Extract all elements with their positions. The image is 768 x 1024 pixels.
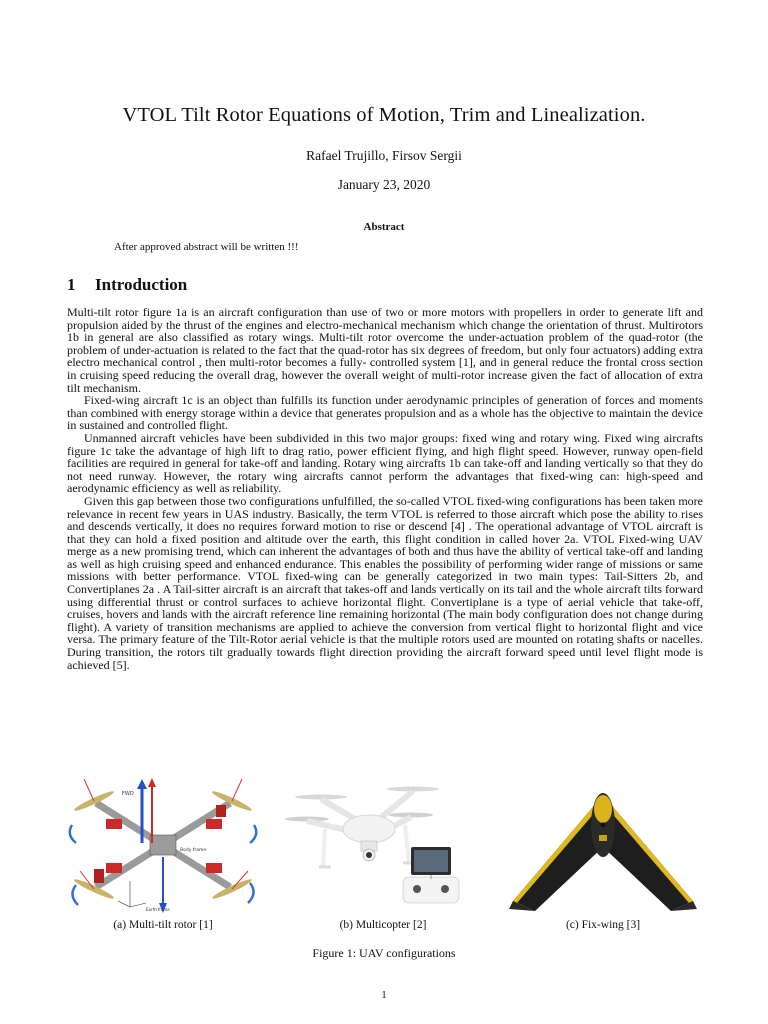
paragraph: Fixed-wing aircraft 1c is an object than fulfills its function under aerodynamic principles of generation of forces and moments than combined with energy storage within a device that generates propulsion and as a whole has the objective to maintain the device in sustained and controlled flight. (67, 393, 703, 433)
fwd-label: FWD (122, 791, 134, 797)
paragraph: Multi-tilt rotor figure 1a is an aircraft configuration than use of two or more motors with propellers in order to generate lift and propulsion aided by the thrust of the engines and electro-mechanical mechanism which change the orientation of thrust. Multirotors 1b in general are also classified as rotary wings. Multi-tilt rotor overcome the under-actuation problem of the quad-rotor (the problem of under-actuation is related to the fact that the quad-rotor has six degrees of freedom, but only four actuators) adding extra electro mechanical control , then multi-rotor becomes a fully- controlled system [1], and in general reduce the frontal cross section in cruising speed reducing the overall drag, however the overall weight of multi-rotor increase given the fact of allocation of extra tilt mechanism. (67, 305, 703, 395)
abstract-text: After approved abstract will be written !!! (114, 241, 299, 253)
abstract-heading: Abstract (363, 221, 405, 233)
paper-date: January 23, 2020 (337, 177, 431, 192)
figure-fix-wing (505, 775, 701, 915)
paragraph: Given this gap between those two configurations unfulfilled, the so-called VTOL fixed-wing configurations has been taken more relevance in recent few years in UAS industry. Basically, the term VTOL is referred to those aircraft which pose the ability to rises and descends vertically, it does no requires forward motion to rise or descend [4] . The operational advantage of VTOL aircraft is that they can hold a fixed position and altitude over the earth, this flight condition in called hover 2a. VTOL Fixed-wing UAV merge as a new promising trend, which can inherent the advantages of both and thus have the ability of vertical take-off and landing as well as high cruising speed and enhanced endurance. This enables the possibility of performing wider range of missions or same missions with better performance. VTOL fixed-wing can be generally categorized in two main types: Tail-Sitters 2b, and Convertiplanes 2a . A Tail-sitter aircraft is an aircraft that takes-off and lands vertically on its tail and the whole aircraft tilts forward using differential thrust or control surfaces to achieve horizontal flight. Convertiplane is a type of aerial vehicle that take-off, cruises, hovers and lands with the aircraft reference line remaining horizontal (The main body configuration does not change during flight). A variety of transition mechanisms are applied to achieve the conversion from vertical flight to horizontal flight and vice versa. The primary feature of the Tilt-Rotor aerial vehicle is that the multiple rotors used are mounted on rotating shafts or nacelles. During transition, the rotors tilt gradually towards flight direction providing the aircraft forward speed until level flight mode is achieved [5]. (67, 493, 703, 672)
subcaption-c: (c) Fix-wing [3] (565, 919, 641, 931)
earth-frame-label: Earth frame (146, 907, 170, 912)
figure-multicopter (285, 775, 481, 915)
section-title: Introduction (95, 275, 188, 294)
multicopter-image (285, 775, 481, 915)
paragraph: Unmanned aircraft vehicles have been subdivided in this two major groups: fixed wing and rotary wing. Fixed wing aircrafts figure 1c take the advantage of high lift to drag ratio, power efficient flying, and high flight speed. However, runway open-field facilities are required in general for take-off and landing. Rotary wing aircrafts 1b can take-off and landing vertically so that they do not need runway. However, the rotary wing aircrafts cannot perform the advantages that fixed-wing can: high-speed and aerodynamic efficiency as well as reliability. (67, 430, 703, 496)
multi-tilt-rotor-diagram (66, 775, 260, 915)
page-number: 1 (381, 989, 387, 1001)
authors: Rafael Trujillo, Firsov Sergii (306, 148, 462, 163)
subcaption-b: (b) Multicopter [2] (339, 919, 427, 931)
body-frame-label: Body frame (180, 848, 207, 853)
figure-multi-tilt-rotor (66, 775, 260, 915)
figure-caption: Figure 1: UAV configurations (312, 946, 456, 960)
section-body (67, 306, 703, 671)
fix-wing-image (505, 775, 701, 915)
section-number: 1 (67, 275, 76, 294)
subcaption-a: (a) Multi-tilt rotor [1] (113, 919, 213, 931)
paper-title: VTOL Tilt Rotor Equations of Motion, Trim and Linealization. (122, 104, 646, 126)
section-heading (67, 275, 187, 295)
